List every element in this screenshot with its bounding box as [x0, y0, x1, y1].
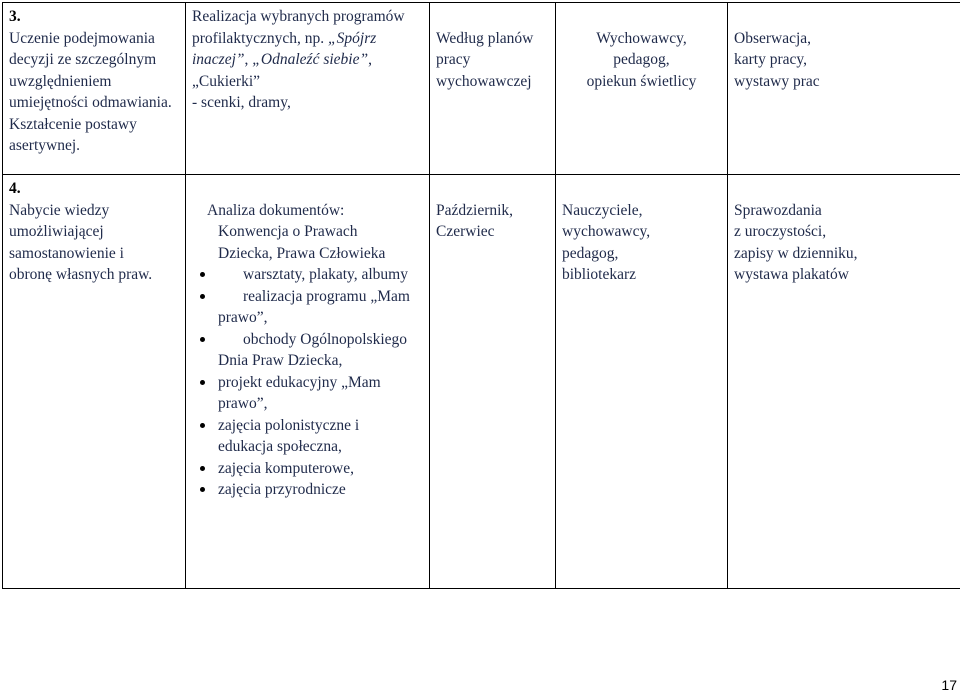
- list-item: projekt edukacyjny „Mam prawo”,: [192, 372, 423, 415]
- row-number: 3.: [9, 8, 21, 25]
- row-number: 4.: [9, 180, 21, 197]
- evaluation-cell: Sprawozdania z uroczystości, zapisy w dzienniku, wystawa plakatów: [728, 175, 960, 589]
- list-item: obchody Ogólnopolskiego Dnia Praw Dziecka,: [192, 329, 423, 372]
- goal-cell: 4. Nabycie wiedzy umożliwiającej samostanowienie i obronę własnych praw.: [3, 175, 186, 589]
- activities-cell: Realizacja wybranych programów profilaktycznych, np. „Spójrz inaczej”, „Odnaleźć siebie”, „Cukierki” - scenki, dramy,: [186, 3, 430, 175]
- activities-cell: Analiza dokumentów: Konwencja o Prawach Dziecka, Prawa Człowieka warsztaty, plakaty, albumy realizacja programu „Mam prawo”, obchody Ogólnopolskiego Dnia Praw Dziecka, projekt edukacyjny „Mam prawo”, zajęcia polonistyczne i edukacja społeczna, zajęcia komputerowe, zajęcia przyrodnicze: [186, 175, 430, 589]
- program-table: [2, 2, 960, 589]
- list-item: zajęcia komputerowe,: [192, 458, 423, 480]
- responsible-cell: Wychowawcy, pedagog, opiekun świetlicy: [556, 3, 728, 175]
- schedule-cell: Październik, Czerwiec: [430, 175, 556, 589]
- schedule-cell: Według planów pracy wychowawczej: [430, 3, 556, 175]
- page-number: 17: [941, 676, 957, 693]
- list-item: warsztaty, plakaty, albumy: [192, 264, 423, 286]
- table-row: [3, 3, 960, 175]
- activity-list: [192, 264, 423, 501]
- list-item: zajęcia przyrodnicze: [192, 479, 423, 501]
- list-item: zajęcia polonistyczne i edukacja społeczna,: [192, 415, 423, 458]
- list-item: realizacja programu „Mam prawo”,: [192, 286, 423, 329]
- responsible-cell: Nauczyciele, wychowawcy, pedagog, bibliotekarz: [556, 175, 728, 589]
- evaluation-cell: Obserwacja, karty pracy, wystawy prac: [728, 3, 960, 175]
- table-row: [3, 175, 960, 589]
- goal-cell: 3. Uczenie podejmowania decyzji ze szczególnym uwzględnieniem umiejętności odmawiania. Kształcenie postawy asertywnej.: [3, 3, 186, 175]
